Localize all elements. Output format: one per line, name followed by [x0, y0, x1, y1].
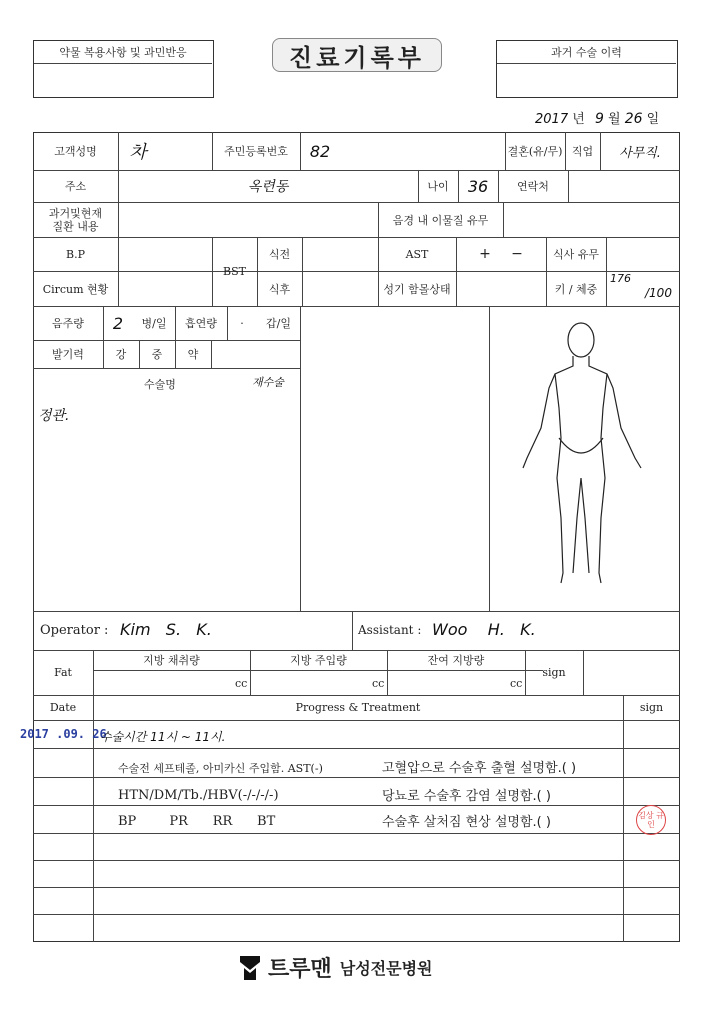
progress-row-2-left[interactable]: 수술전 세프테졸, 아미카신 주입함. AST(-) [118, 762, 323, 775]
name-label: 고객성명 [54, 145, 97, 158]
progress-sign-label: sign [639, 701, 664, 714]
fat-label: Fat [54, 666, 72, 679]
date-column-label: Date [49, 701, 77, 714]
drink-value[interactable]: 2 [112, 313, 124, 333]
surgery-name-label: 수술명 [144, 378, 176, 391]
fat-residual-label: 잔여 지방량 [427, 654, 485, 667]
age-label: 나이 [427, 180, 449, 193]
address-label: 주소 [64, 180, 87, 193]
job-label: 직업 [571, 145, 594, 158]
medication-allergy-box [33, 40, 214, 98]
brand-name: 트루맨 [268, 957, 332, 982]
fat-harvest-label: 지방 채취량 [143, 654, 200, 667]
hospital-footer [240, 952, 433, 983]
erection-state-label: 성기 함몰상태 [383, 282, 451, 296]
ssn-value[interactable]: 82 [309, 141, 331, 161]
progress-row-4-right[interactable]: 수술후 살처짐 현상 설명함.( ) [382, 815, 551, 830]
circum-label: Circum 현황 [42, 282, 109, 296]
weight-value[interactable]: /100 [645, 286, 672, 300]
ast-plus-option[interactable]: + [479, 246, 491, 262]
after-meal-label: 식후 [268, 282, 291, 296]
ssn-label: 주민등록번호 [224, 145, 288, 158]
erection-medium-option[interactable]: 중 [151, 348, 163, 361]
drink-unit: 병/일 [141, 317, 167, 330]
smoke-unit: 갑/일 [266, 317, 291, 330]
medication-allergy-label: 약물 복용사항 및 과민반응 [59, 46, 187, 59]
past-surgery-box [496, 40, 678, 98]
progress-row-4-left[interactable]: BP PR RR BT [118, 814, 276, 829]
ast-label: AST [405, 247, 429, 261]
progress-row-3-left[interactable]: HTN/DM/Tb./HBV(-/-/-/-) [118, 788, 279, 803]
fat-inject-unit: cc [372, 677, 385, 690]
assistant-label: Assistant : [358, 623, 422, 637]
bst-label: BST [223, 265, 246, 278]
age-value[interactable]: 36 [467, 176, 489, 196]
contact-label: 연락처 [517, 180, 549, 193]
doctor-seal: 김상 규인 [636, 805, 666, 835]
fat-inject-label: 지방 주입량 [290, 654, 347, 667]
married-label[interactable]: 결혼(유/무) [507, 145, 563, 158]
progress-row-3-right[interactable]: 당뇨로 수술후 감염 설명함.( ) [382, 789, 551, 804]
erection-strong-option[interactable]: 강 [115, 348, 127, 361]
drink-label: 음주량 [52, 317, 84, 330]
before-meal-label: 식전 [268, 248, 291, 261]
progress-row-1-left[interactable]: 수술시간 11시 ~ 11시. [100, 730, 226, 744]
smoke-value[interactable]: · [240, 316, 244, 330]
bp-label: B.P [66, 247, 85, 261]
meal-label: 식사 유무 [552, 248, 599, 261]
fat-harvest-unit: cc [235, 677, 248, 690]
surgery-note[interactable]: 재수술 [252, 376, 284, 389]
smoke-label: 흡연량 [185, 317, 217, 330]
progress-row-2-right[interactable]: 고혈압으로 수술후 출혈 설명함.( ) [382, 761, 577, 776]
body-diagram-icon [515, 318, 665, 598]
name-value[interactable]: 차 [129, 142, 147, 163]
assistant-value[interactable]: Woo H. K. [432, 620, 536, 639]
erection-power-label: 발기력 [52, 348, 84, 361]
page-title: 진료기록부 [272, 38, 442, 72]
height-weight-label: 키 / 체중 [554, 282, 598, 296]
hospital-name: 남성전문병원 [339, 959, 433, 978]
hospital-logo-icon [240, 956, 260, 980]
operator-value[interactable]: Kim S. K. [120, 620, 212, 639]
date-stamp: 2017 .09. 26 [20, 727, 107, 741]
fat-residual-unit: cc [510, 677, 523, 690]
past-surgery-label: 과거 수술 이력 [551, 46, 622, 59]
ast-minus-option[interactable]: − [511, 246, 523, 262]
progress-header: Progress & Treatment [295, 701, 421, 714]
foreign-body-label: 음경 내 이물질 유무 [392, 213, 489, 227]
record-date: 2017 년 9 월 26 일 [535, 111, 660, 127]
address-value[interactable]: 옥련동 [247, 179, 289, 195]
fat-sign-label: sign [542, 666, 566, 679]
history-label: 과거및현재 질환 내용 [48, 206, 103, 233]
surgery-name-value[interactable]: 정관. [38, 408, 70, 424]
job-value[interactable]: 사무직. [619, 145, 661, 161]
operator-label: Operator : [40, 623, 109, 638]
height-value[interactable]: 176 [610, 272, 631, 285]
erection-weak-option[interactable]: 약 [187, 348, 199, 361]
